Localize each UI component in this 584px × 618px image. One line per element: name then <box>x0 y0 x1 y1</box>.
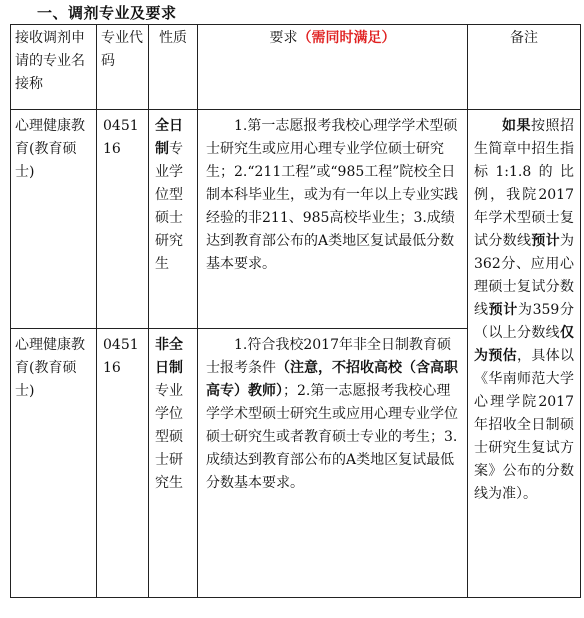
note-bold-estimate-1: 预计 <box>531 233 561 249</box>
row2-major: 心理健康教育(教育硕士) <box>11 329 97 598</box>
row1-major: 心理健康教育(教育硕士) <box>11 110 97 329</box>
note-text-4: ，具体以《华南师范大学心理学院2017年招收全日制硕士研究生复试方案》公布的分数线为准）。 <box>474 348 574 502</box>
note-text-2: 为362分、应用心理硕士复试分数线 <box>474 233 575 318</box>
header-code: 专业代码 <box>97 25 149 110</box>
row1-requirement: 1.第一志愿报考我校心理学学术型硕士研究生或应用心理专业学位硕士研究生；2.“211工程”或“985工程”院校全日制本科毕业生，或为有一年以上专业实践经验的非211、985高校毕业生；3.成绩达到教育部公布的A类地区复试最低分数基本要求。 <box>198 110 468 329</box>
row2-requirement <box>198 329 468 598</box>
header-major: 接收调剂申请的专业名接称 <box>11 25 97 110</box>
header-notes: 备注 <box>468 25 581 110</box>
row2-req-part1: 1.符合我校2017年非全日制教育硕士报考条件 <box>206 337 451 376</box>
note-bold-only-estimate: 仅为预估 <box>474 325 574 364</box>
row2-req-part2: ；2.第一志愿报考我校心理学学术型硕士研究生或应用心理专业学位硕士研究生或者教育硕士专业的考生；3.成绩达到教育部公布的A类地区复试最低分数基本要求。 <box>206 383 458 491</box>
row2-nature-bold: 非全日制 <box>155 337 183 376</box>
header-requirement-label: 要求 <box>269 30 298 46</box>
row2-code: 045116 <box>97 329 149 598</box>
header-nature: 性质 <box>149 25 198 110</box>
note-bold-if: 如果 <box>502 118 531 134</box>
row1-nature-rest: 专业学位型硕士研究生 <box>155 141 183 272</box>
header-requirement <box>198 25 468 110</box>
row1-nature <box>149 110 198 329</box>
row1-nature-bold: 全日制 <box>155 118 183 157</box>
row1-code: 045116 <box>97 110 149 329</box>
row2-nature-rest: 专业学位型硕士研究生 <box>155 383 183 491</box>
note-text-1: 按照招生简章中招生指标1:1.8的比例，我院2017年学术型硕士复试分数线 <box>474 118 574 249</box>
note-bold-estimate-2: 预计 <box>488 302 518 318</box>
note-text-3: 为359分（以上分数线 <box>474 302 574 341</box>
table-header-row <box>11 25 581 110</box>
row2-req-bold: （注意，不招收高校（含高职高专）教师） <box>206 360 458 399</box>
table-row <box>11 110 581 329</box>
adjustment-table <box>10 24 581 598</box>
header-requirement-highlight: （需同时满足） <box>297 30 396 46</box>
section-heading: 一、调剂专业及要求 <box>37 4 177 22</box>
row2-nature <box>149 329 198 598</box>
notes-cell <box>468 110 581 598</box>
